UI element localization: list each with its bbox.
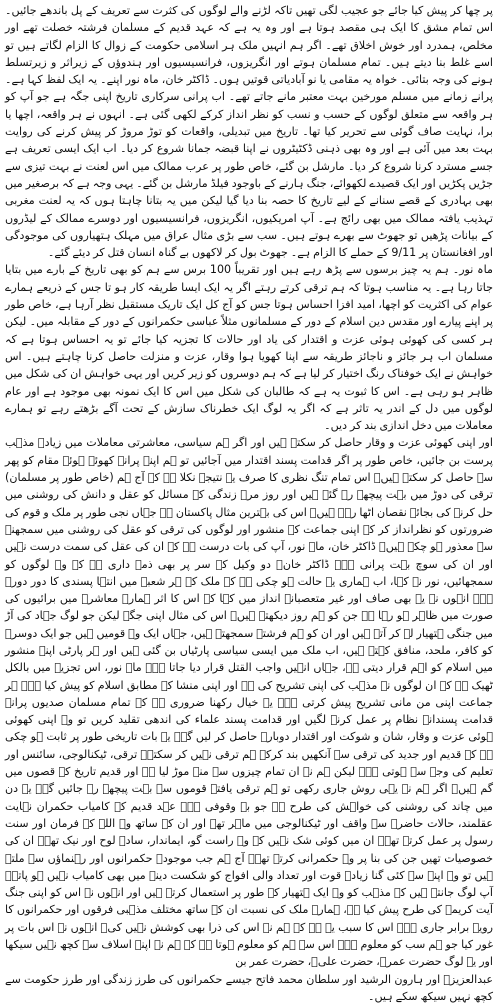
- article-paragraph-1: پر چھا کر پیش کیا جائے جو عجیب لگی تھیں تاکہ لڑنے والے لوگوں کی کثرت سے تعریف کے پل باندھے جائیں۔ اس تمام مشق کا ایک ہی مقصد ہوتا ہے اور وہ یہ ہے کہ عہد قدیم کے مسلمان فرشتہ خصلت تھے اور مخلص، ہمدرد اور خوش اخلاق تھے۔ اگر ہم انہیں ملک ہر اسلامی حکومت کے زوال کا الزام لگاتے ہیں تو اسے غلط بنا دیتے ہیں۔ تمام مسلمان ہوتے اور انگریزوں، فرانسیسیوں اور ہندوؤں کے زیراثر و زیرتسلط ہونے کی وجہ بتائی۔ خواہ یہ مقامی یا نو آبادیاتی قوتیں ہوں۔ ڈاکٹر خان، ماہ نور اپنے۔ یہ ایک لفظ کہا ہے۔ پرانے زمانے میں مسلم مورخین بہت معتبر مانے جاتے تھے۔ اب پرانی سرکاری تاریخ اپنی جگہ ہے جو آپ کو ہر واقعہ سے متعلق لوگوں کے حسب و نسب کو نظر انداز کرکے لکھی گئی ہے۔ انہوں نے ہر واقعہ، اچھا یا برا، نہایت صاف گوئی سے تحریر کیا تھا۔ تاریخ میں تبدیلی، واقعات کو توڑ مروڑ کر پیش کرنے کی روایت بہت بعد میں آئی ہے اور وہ بھی ذہنی ڈکٹیٹروں نے اپنا قبضہ جمانا شروع کر دیا۔ اب ایک ایسی تعریف ہے جسے مسترد کرنا شروع کر دیا۔ مارشل بن گئے، خاص طور پر عرب ممالک میں اس لعنت نے بہت تیزی سے جڑیں پکڑیں اور ایک قصیدے لکھوائے، جنگ ہارنے کے باوجود فیلڈ مارشل بن گئے۔ یہی وجہ ہے کہ برصغیر میں بھی بہادری کے قصے سنانے کے لیے تاریخ کا حصہ بنا دیا گیا لیکن میں یہ بتانا چاہتا ہوں کہ یہ لعنت مغربی تہذیب یافتہ ممالک میں بھی رائج ہے۔ آپ امریکیوں، انگریزوں، فرانسیسیوں اور دوسرے ممالک کے لیڈروں کے بیانات پڑھیں تو جھوٹ سے بھرے ہوتے ہیں۔ سب سے بڑی مثال عراق میں مہلک ہتھیاروں کی موجودگی اور افغانستان پر 9/11 کے حملے کا الزام ہے۔ جھوٹ بول کر لاکھوں بے گناہ انسان قتل کر دیئے گئے۔: [5, 4, 493, 260]
- article-paragraph-2: ماہ نور۔ ہم یہ چیز برسوں سے پڑھ رہے ہیں اور تقریباً 100 برس سے ہم کو بھی تاریخ کے بارے میں بتایا جاتا رہا ہے۔ یہ مناسب ہوتا کہ ہم ترقی کرتے رہتے اگر یہ ایک ایسا طریقہ کار ہو تا جس کے ذریعے ہمارے عوام کی اکثریت کو اچھا، امید افزا احساس ہوتا جس کو آج کل ایک تاریک مستقبل نظر آرہا ہے، خاص طور پر اپنے پیارے اور مقدس دین اسلام کے دور کے مسلمانوں مثلاً عباسی حکمرانوں کے دور کے مقابلہ میں۔ لیکن ہر کسی کی کھوئی ہوئی عزت و اقتدار کی یاد اور حالات کا تجزیہ کیا جائے تو یہ احساس ہوتا ہے کہ مسلمان اب ہر جائز و ناجائز طریقہ سے اپنا کھویا ہوا وقار، عزت و منزلت حاصل کرنا چاہتے ہیں۔ اس خواہش نے ایک خوفناک رنگ اختیار کر لیا ہے کہ ہم دوسروں کو زیر کریں اور یہی خواہش ان کی شکل میں ظاہر ہو رہی ہے۔ اس کا ثبوت یہ ہے کہ طالبان کی شکل میں اس کا ایک نمونہ بھی موجود ہے اور عام لوگوں میں دل کے اندر یہ تاثر ہے کہ اگر یہ لوگ ایک خطرناک سازش کے تحت آگے بڑھتے رہے تو ہمارے معاملات میں دخل اندازی بند کر دیں۔: [5, 263, 493, 433]
- article-paragraph-4: عبدالعزیزؒ اور ہارون الرشید اور سلطان محمد فاتح جیسے حکمرانوں کی طرز زندگی اور طرز حکومت سے کچھ نہیں سیکھ سکے ہیں۔: [5, 972, 493, 1003]
- article-paragraph-3: اور اپنی کھوئی عزت و وقار حاصل کر سکتے ہیں اور اگر ہم سیاسی، معاشرتی معاملات میں زیادہ مذہب پرست بن جائیں، خاص طور پر اگر قدامت پسند اقتدار میں آجائیں تو ہم اپنے پرانے کھوئے ہوئے مقام کو پھر سے حاصل کر سکتے ہیں۔ اس تمام تنگ نظری کا صرف یہ نتیجہ نکلا ہے کہ آج ہم (خاص طور پر مسلمان) ترقی کی دوڑ میں بہت پیچھے رہ گئے ہیں اور روز مرہ زندگی کے مسائل کو عقل و دانش کی روشنی میں حل کرنے کی بجائے نقصان اٹھا رہے ہیں۔ اس کی بہترین مثال پاکستان ہے جہاں نجی طور پر ملک و قوم کی ضرورتوں کو نظرانداز کر کے اپنی جماعت کے منشور اور لوگوں کی ترقی کو عقل کی روشنی میں سمجھنے سے معذور ہو چکے ہیں۔ ڈاکٹر خان، ماہ نور، آپ کی بات درست ہے کہ ان کی عقل کی سمت درست نہیں اور ان کی سوچ بہت پرانی ہے۔ ڈاکٹر خان۔ دو وکیل کے سر پر بھی ذمہ داری ہے کہ وہ لوگوں کو سمجھائیں، نور نے کہا، اب ہماری یہ حالت ہو چکی ہے کہ ملک کے ہر شعبے میں انتہا پسندی کا دور دورہ ہے۔ انہوں نے یہ بھی صاف اور غیر متعصبانہ انداز میں کہا کہ اس کا اثر ہمارے معاشرے میں برائیوں کی صورت میں ظاہر ہو رہا ہے جن کو ہم روز دیکھتے ہیں۔ اس کی مثال اپنی جگہ لیکن جو لوگ جہاد کی آڑ میں جنگی ہتھیار لے کر آتے ہیں اور ان کو ہم فرشتہ سمجھتے ہیں، جہاں ایک وہ قومیں ہیں جو ایک دوسرے کو کافر، ملحد، منافق کہتے ہیں، اب ملک میں ایسی سیاسی پارٹیاں بن گئی ہیں اور ہر پارٹی اپنے منشور میں اسلام کو اہم قرار دیتی ہے، جہاں انہیں واجب القتل قرار دیا جاتا ہے۔ ماہ نور، اس تجزیہ میں بالکل ٹھیک ہے کہ ان لوگوں نے مذہب کی اپنی تشریح کی ہے اور اپنی منشا کے مطابق اسلام کو پیش کیا ہے۔ ہر جماعت اپنی من مانی تشریح پیش کرتی ہے۔ یہ خیال رکھنا ضروری ہے کہ تمام مسلمان صدیوں پرانے قدامت پسندانہ نظام پر عمل کرنے لگیں اور قدامت پسند علماء کی اندھی تقلید کریں تو وہ اپنی کھوئی ہوئی عزت و وقار، شان و شوکت اور اقتدار دوبارہ حاصل کر لیں گے۔ یہ بات تاریخی طور پر ثابت ہو چکی ہے کہ قدیم اور جدید کی ترقی سے آنکھیں بند کرکے ہم ترقی نہیں کر سکتے۔ ترقی، ٹیکنالوجی، سائنس اور تعلیم کی وجہ سے ہوتی ہے۔ لیکن ہم نے ان تمام چیزوں سے منہ موڑ لیا ہے اور قدیم تاریخ کے قصوں میں گم ہیں۔ اگر ہم نے یہی روش جاری رکھی تو ہم ترقی یافتہ قوموں سے بہت پیچھے رہ جائیں گے۔ یہ دن میں چاند کی روشنی کی خواہش کی طرح ہے جو بے وقوفی ہے۔ عہد قدیم کے کامیاب حکمران نہایت عقلمند، حالات حاضرہ سے واقف اور ٹیکنالوجی میں ماہر تھے اور ان کے ساتھ وہ اللہ کے فرمان اور سنت رسول پر عمل کرتے تھے۔ ان میں کوئی شک نہیں کہ وہ راست گو، ایماندار، سادہ لوح اور نیک تھے۔ ان کی خصوصیات تھیں جن کی بنا پر وہ حکمرانی کرتے تھے۔ آج ہم جب موجودہ حکمرانوں اور رہنماؤں سے ملتے ہیں تو وہ اپنے سے کئی گنا زیادہ قوت اور تعداد والی افواج کو شکست دینے میں بھی کامیاب نہیں ہو پاتے۔ آپ لوگ جانتے ہیں کہ مذہب کو وہ ایک ہتھیار کے طور پر استعمال کرتے ہیں اور انہوں نے اس کو اپنی جنگ آیت کریمہ کی طرح پیش کیا ہے، ہمارے ملک کی نسبت ان کے ساتھ مختلف مذہبی فرقوں اور حکمرانوں کا رویہ برابر جاری ہے۔ اس کا سبب یہ ہے کہ ہم نے اس کی ذرا بھی کوشش نہیں کی۔ انہوں نے اس بات پر غور کیا جو ہم سب کو معلوم ہے۔ اس سے ہم کو معلوم ہوتا ہے کہ ہم نے اپنے اسلاف سے کچھ نہیں سیکھا اور یہ لوگ حضرت عمرؓ، حضرت علیؓ، حضرت عمر بن: [5, 436, 493, 969]
